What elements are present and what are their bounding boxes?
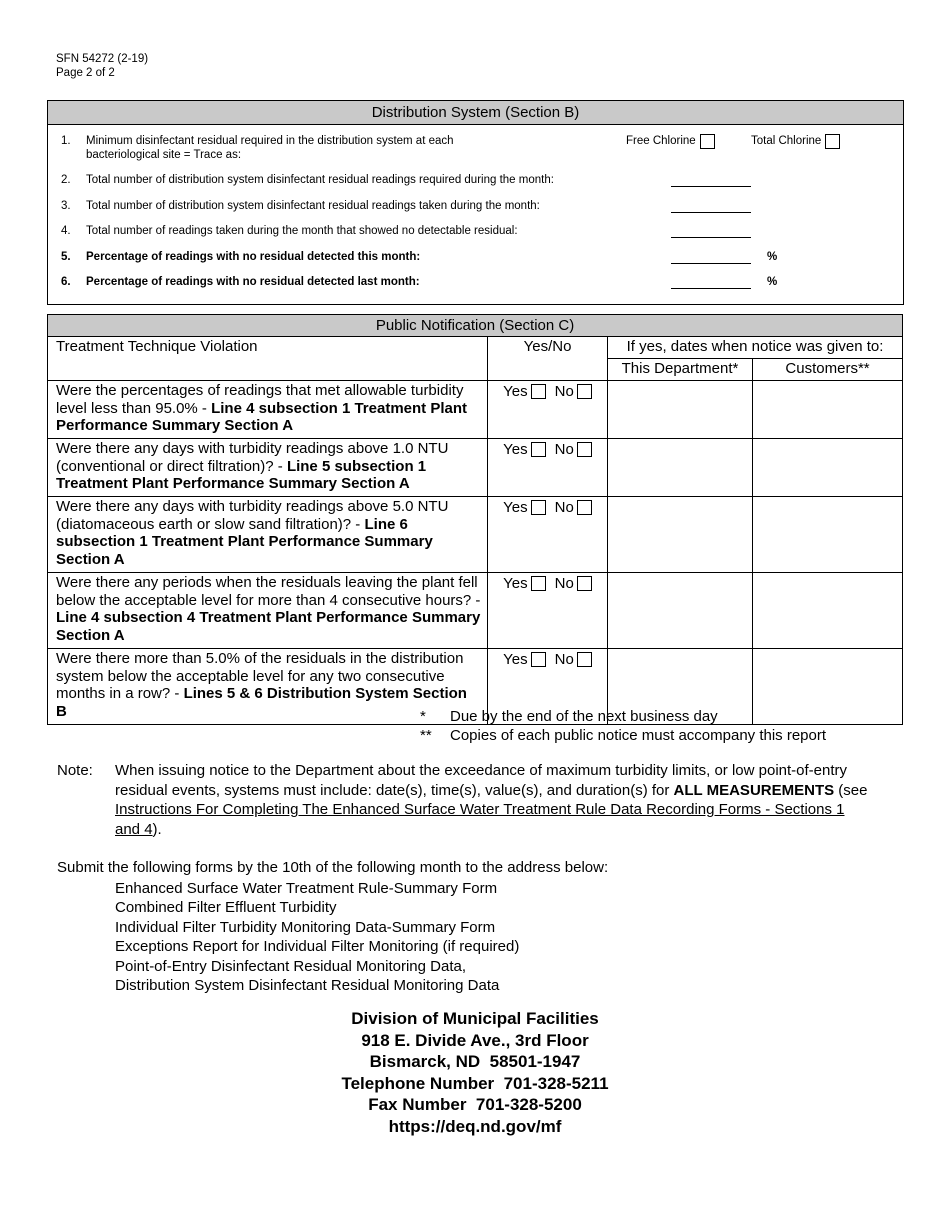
item-text: Minimum disinfectant residual required in the distribution system at each bacteriological site = Trace as: <box>86 135 454 161</box>
form-list-item: Individual Filter Turbidity Monitoring Data-Summary Form <box>115 918 496 936</box>
note-text-part1: When issuing notice to the Department about the exceedance of maximum turbidity limits, or low point-of-entry residual events, systems must include: date(s), time(s), value(s), and duration(s) for <box>115 762 848 799</box>
percent-this-month-blank-line[interactable] <box>671 251 751 264</box>
footnotes <box>47 707 826 745</box>
item-text: Percentage of readings with no residual detected last month: <box>86 276 420 288</box>
form-list-item: Enhanced Surface Water Treatment Rule-Summary Form <box>115 879 498 897</box>
no-label: No <box>554 575 574 592</box>
column-header-violation: Treatment Technique Violation <box>48 337 488 381</box>
free-chlorine-label: Free Chlorine <box>626 134 696 147</box>
free-chlorine-checkbox[interactable] <box>700 134 715 149</box>
this-department-date-cell[interactable] <box>608 381 753 439</box>
violation-row-4 <box>48 573 903 649</box>
address-line-street: 918 E. Divide Ave., 3rd Floor <box>361 1030 589 1050</box>
question-text-bold: Line 4 subsection 1 Treatment Plant Performance Summary Section A <box>56 399 467 434</box>
form-list-item: Exceptions Report for Individual Filter Monitoring (if required) <box>115 938 520 955</box>
question-text-bold: Line 6 subsection 1 Treatment Plant Performance Summary Section A <box>56 515 433 568</box>
this-department-date-cell[interactable] <box>608 497 753 573</box>
mailing-address <box>0 1008 950 1137</box>
address-line-url: https://deq.nd.gov/mf <box>388 1116 562 1136</box>
section-c <box>47 314 902 725</box>
yes-no-cell <box>488 573 608 649</box>
yes-label: Yes <box>503 441 528 458</box>
question-text-normal: Were there any periods when the residuals leaving the plant fell below the acceptable level for more than 4 consecutive hours? - <box>56 574 481 609</box>
column-header-notice-dates: If yes, dates when notice was given to: <box>608 337 903 359</box>
column-header-customers: Customers** <box>753 359 903 381</box>
no-label: No <box>554 499 574 516</box>
column-header-yes-no: Yes/No <box>488 337 608 381</box>
note-instructions-reference: Instructions For Completing The Enhanced Surface Water Treatment Rule Data Recording Forms - Sections 1 and 4 <box>115 801 845 838</box>
footnote-customers <box>47 726 826 745</box>
item-text: Total number of distribution system disinfectant residual readings required during the month: <box>86 174 554 186</box>
question-text-normal: Were there any days with turbidity readings above 1.0 NTU (conventional or direct filtration)? - <box>56 440 449 475</box>
footnote-text: Copies of each public notice must accompany this report <box>450 727 827 744</box>
yes-label: Yes <box>503 575 528 592</box>
item-number: 4. <box>61 225 71 237</box>
question-text-bold: Lines 5 & 6 Distribution System Section B <box>56 685 467 720</box>
no-checkbox[interactable] <box>577 384 592 399</box>
page-header <box>56 52 148 80</box>
violation-question <box>48 381 488 439</box>
note-text-part3: ). <box>152 820 162 838</box>
section-c-title: Public Notification (Section C) <box>48 315 903 337</box>
yes-label: Yes <box>503 651 528 668</box>
note-text-bold: ALL MEASUREMENTS <box>673 781 835 799</box>
question-text-bold: Line 4 subsection 4 Treatment Plant Performance Summary Section A <box>56 609 481 644</box>
violation-question <box>48 439 488 497</box>
yes-no-cell <box>488 381 608 439</box>
customers-date-cell[interactable] <box>753 497 903 573</box>
this-department-date-cell[interactable] <box>608 439 753 497</box>
free-chlorine-option <box>626 134 715 149</box>
yes-checkbox[interactable] <box>531 442 546 457</box>
readings-required-blank-line[interactable] <box>671 174 751 187</box>
note <box>57 761 873 839</box>
section-b-item-3 <box>48 200 903 214</box>
submit-intro: Submit the following forms by the 10th of the following month to the address below: <box>57 859 609 876</box>
total-chlorine-option <box>751 134 840 149</box>
customers-date-cell[interactable] <box>753 381 903 439</box>
section-b-item-6 <box>48 276 903 290</box>
section-b-item-1 <box>48 135 903 162</box>
form-list-item: Point-of-Entry Disinfectant Residual Monitoring Data, <box>115 957 466 975</box>
yes-checkbox[interactable] <box>531 576 546 591</box>
violation-row-2 <box>48 439 903 497</box>
address-line-division: Division of Municipal Facilities <box>351 1009 599 1028</box>
note-text-part2: (see <box>834 781 868 799</box>
violation-row-3 <box>48 497 903 573</box>
no-checkbox[interactable] <box>577 652 592 667</box>
no-label: No <box>554 383 574 400</box>
section-b-item-5 <box>48 251 903 265</box>
item-number: 1. <box>61 135 71 147</box>
footnote-text: Due by the end of the next business day <box>450 708 718 725</box>
question-text-normal: Were the percentages of readings that met allowable turbidity level less than 95.0% - <box>56 382 464 417</box>
item-text: Total number of distribution system disinfectant residual readings taken during the month: <box>86 199 540 212</box>
total-chlorine-checkbox[interactable] <box>825 134 840 149</box>
form-list-item: Distribution System Disinfectant Residual Monitoring Data <box>115 977 500 994</box>
section-b-item-4 <box>48 225 903 239</box>
no-label: No <box>554 651 574 668</box>
page-number: Page 2 of 2 <box>56 67 115 79</box>
percent-sign: % <box>767 250 778 263</box>
violation-row-1 <box>48 381 903 439</box>
percent-last-month-blank-line[interactable] <box>671 276 751 289</box>
total-chlorine-label: Total Chlorine <box>751 134 822 147</box>
yes-checkbox[interactable] <box>531 500 546 515</box>
address-line-phone: Telephone Number 701-328-5211 <box>341 1073 609 1093</box>
item-text: Percentage of readings with no residual detected this month: <box>86 250 421 263</box>
address-line-city: Bismarck, ND 58501-1947 <box>369 1052 581 1071</box>
customers-date-cell[interactable] <box>753 573 903 649</box>
item-number: 5. <box>61 250 71 263</box>
yes-label: Yes <box>503 383 528 400</box>
percent-sign: % <box>767 276 778 288</box>
footnote-marker: ** <box>420 727 432 744</box>
form-list <box>115 879 608 996</box>
column-header-this-department: This Department* <box>608 359 753 381</box>
submit-instructions <box>57 858 608 996</box>
customers-date-cell[interactable] <box>753 439 903 497</box>
no-checkbox[interactable] <box>577 500 592 515</box>
yes-no-cell <box>488 497 608 573</box>
violation-question <box>48 497 488 573</box>
no-checkbox[interactable] <box>577 576 592 591</box>
yes-checkbox[interactable] <box>531 384 546 399</box>
footnote-this-department <box>47 707 826 726</box>
question-text-bold: Line 5 subsection 1 Treatment Plant Performance Summary Section A <box>56 457 427 492</box>
item-text: Total number of readings taken during the month that showed no detectable residual: <box>86 225 518 237</box>
public-notification-table <box>47 314 903 725</box>
violation-question <box>48 573 488 649</box>
note-text <box>115 761 873 839</box>
yes-label: Yes <box>503 499 528 516</box>
section-b <box>47 100 904 305</box>
section-b-title: Distribution System (Section B) <box>48 101 903 125</box>
yes-checkbox[interactable] <box>531 652 546 667</box>
no-detectable-residual-blank-line[interactable] <box>671 225 751 238</box>
item-number: 2. <box>61 174 71 186</box>
note-label: Note: <box>57 762 93 779</box>
no-label: No <box>554 441 574 458</box>
section-b-item-2 <box>48 174 903 188</box>
question-text-normal: Were there any days with turbidity readings above 5.0 NTU (diatomaceous earth or slow sand filtration)? - <box>56 498 449 533</box>
section-b-body <box>48 125 903 304</box>
item-number: 3. <box>61 199 71 212</box>
readings-taken-blank-line[interactable] <box>671 200 751 213</box>
yes-no-cell <box>488 439 608 497</box>
address-line-fax: Fax Number 701-328-5200 <box>368 1095 582 1114</box>
no-checkbox[interactable] <box>577 442 592 457</box>
question-text-normal: Were there more than 5.0% of the residuals in the distribution system below the acceptable level for any two consecutive months in a row? - <box>56 650 464 702</box>
form-number: SFN 54272 (2-19) <box>56 53 149 65</box>
item-number: 6. <box>61 276 71 288</box>
this-department-date-cell[interactable] <box>608 573 753 649</box>
form-list-item: Combined Filter Effluent Turbidity <box>115 899 337 916</box>
footnote-marker: * <box>420 708 426 725</box>
